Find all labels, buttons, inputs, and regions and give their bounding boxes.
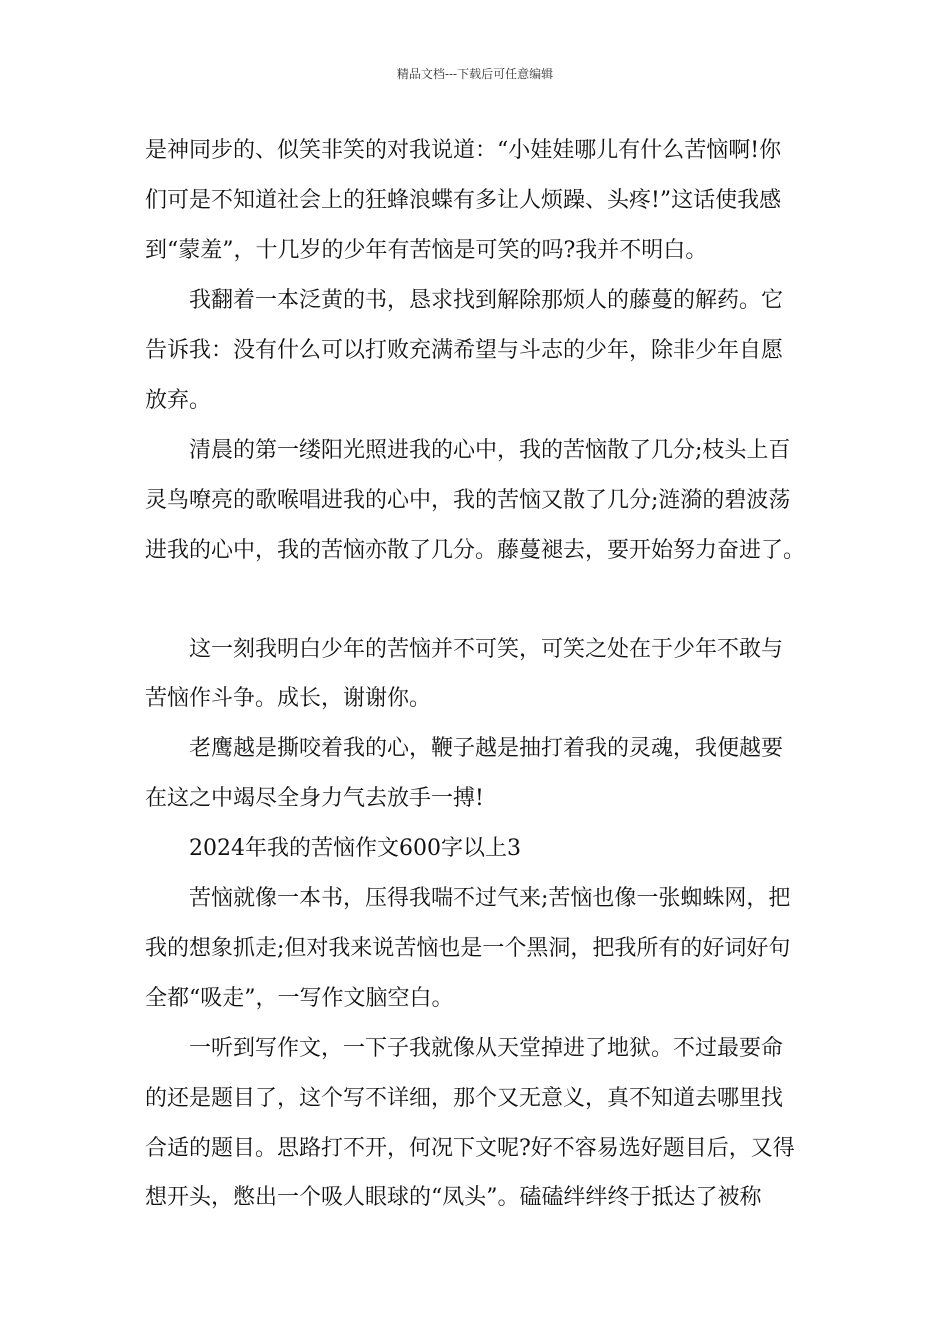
text-line: 们可是不知道社会上的狂蜂浪蝶有多让人烦躁、头疼!”这话使我感 <box>145 188 782 213</box>
text-line: 灵鸟嘹亮的歌喉唱进我的心中，我的苦恼又散了几分;涟漪的碧波荡 <box>145 488 791 513</box>
text-line: 这一刻我明白少年的苦恼并不可笑，可笑之处在于少年不敢与 <box>189 637 784 662</box>
text-line: 我的想象抓走;但对我来说苦恼也是一个黑洞，把我所有的好词好句 <box>145 936 791 961</box>
text-line: 在这之中竭尽全身力气去放手一搏! <box>145 786 484 811</box>
text-line: 合适的题目。思路打不开，何况下文呢?好不容易选好题目后，又得 <box>145 1136 795 1161</box>
text-line: 是神同步的、似笑非笑的对我说道：“小娃娃哪儿有什么苦恼啊!你 <box>145 138 782 163</box>
text-line: 的还是题目了，这个写不详细，那个又无意义，真不知道去哪里找 <box>145 1086 784 1111</box>
text-line: 苦恼作斗争。成长，谢谢你。 <box>145 686 432 711</box>
text-line: 想开头，憋出一个吸人眼球的“凤头”。磕磕绊绊终于抵达了被称 <box>145 1185 762 1210</box>
text-line: 告诉我：没有什么可以打败充满希望与斗志的少年，除非少年自愿 <box>145 338 784 363</box>
section-title: 2024年我的苦恼作文600字以上3 <box>189 836 521 861</box>
document-header: 精品文档---下载后可任意编辑 <box>396 67 554 81</box>
text-line: 我翻着一本泛黄的书，恳求找到解除那烦人的藤蔓的解药。它 <box>189 288 784 313</box>
text-line: 进我的心中，我的苦恼亦散了几分。藤蔓褪去，要开始努力奋进了。 <box>145 538 806 563</box>
text-line: 老鹰越是撕咬着我的心，鞭子越是抽打着我的灵魂，我便越要 <box>189 736 784 761</box>
text-line: 全都“吸走”，一写作文脑空白。 <box>145 986 454 1011</box>
text-line: 清晨的第一缕阳光照进我的心中，我的苦恼散了几分;枝头上百 <box>189 438 791 463</box>
text-line: 一听到写作文，一下子我就像从天堂掉进了地狱。不过最要命 <box>189 1036 784 1061</box>
text-line: 放弃。 <box>145 388 212 413</box>
text-line: 苦恼就像一本书，压得我喘不过气来;苦恼也像一张蜘蛛网，把 <box>189 886 791 911</box>
text-line: 到“蒙羞”，十几岁的少年有苦恼是可笑的吗?我并不明白。 <box>145 238 708 263</box>
